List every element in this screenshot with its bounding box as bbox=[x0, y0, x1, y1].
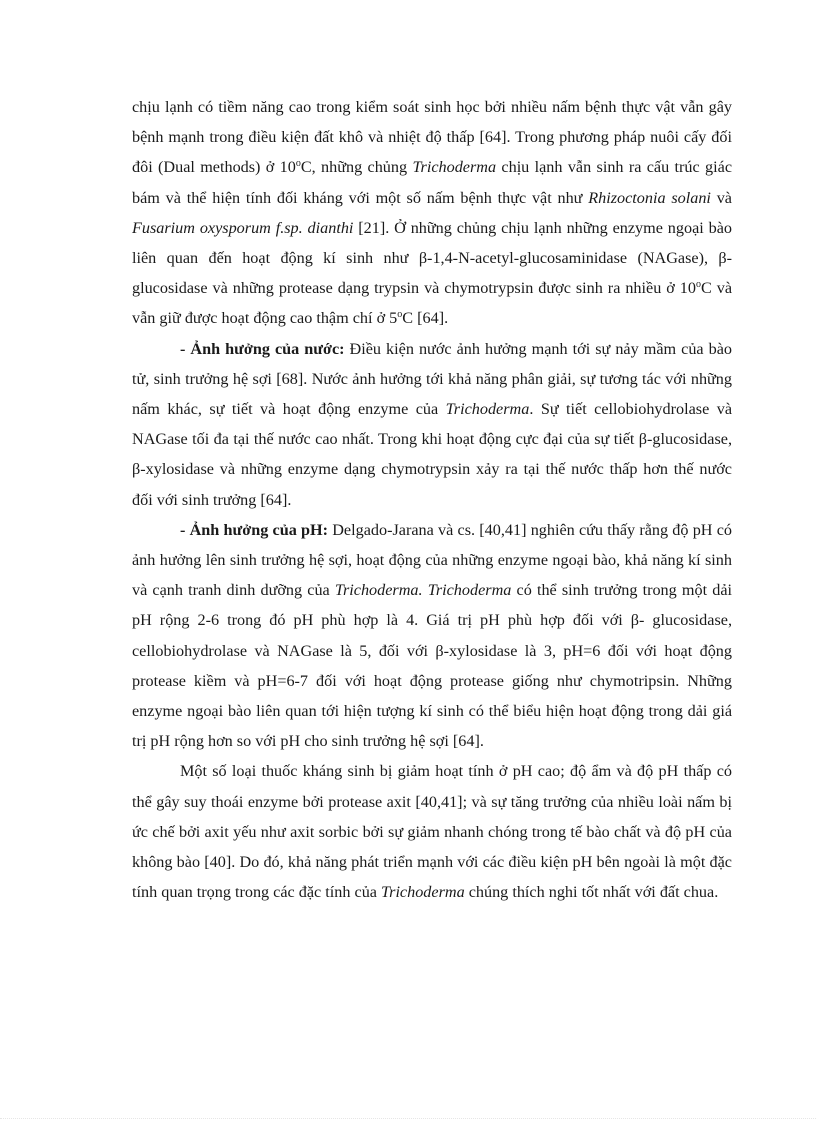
text-run: Điều kiện nước ảnh hưởng mạnh tới sự nảy mầm của bào tử, sinh trưởng hệ sợi [68]. Nước ảnh hưởng tới khả năng phân giải, sự tương tác với những nấm khác, sự tiết và hoạt động enzyme của bbox=[132, 339, 732, 419]
text-run: . Sự tiết cellobiohydrolase và NAGase tối đa tại thế nước cao nhất. Trong khi hoạt động cực đại của sự tiết β-glucosidase, β-xylosidase và những enzyme dạng chymotrypsin xảy ra tại thế nước thấp hơn thế nước đối với sinh trưởng [64]. bbox=[132, 400, 732, 509]
text-run: chịu lạnh vẫn sinh ra cấu trúc giác bám và thể hiện tính đối kháng với một số nấm bệnh thực vật như bbox=[132, 158, 732, 207]
degree-superscript: o bbox=[295, 158, 301, 170]
species-name: Trichoderma bbox=[445, 400, 530, 419]
degree-superscript: o bbox=[695, 279, 701, 291]
text-run: có thể sinh trưởng trong một dải pH rộng 2-6 trong đó pH phù hợp là 4. Giá trị pH phù hợp đối với β- glucosidase, cellobiohydrolase và NAGase là 5, đối với β-xylosidase là 3, pH=6 đối với hoạt động protease kiềm và pH=6-7 đối với hoạt động protease giống như chymotripsin. Những enzyme ngoại bào liên quan tới hiện tượng kí sinh có thể biểu hiện hoạt động trong dải giá trị pH rộng hơn so với pH cho sinh trưởng hệ sợi [64]. bbox=[132, 581, 733, 751]
text-run: [21]. Ở những chủng chịu lạnh những enzyme ngoại bào liên quan đến hoạt động kí sinh như β-1,4-N-acetyl-glucosaminidase (NAGase), β-glucosidase và những protease dạng trypsin và chymotrypsin được sinh ra nhiều ở 10 bbox=[132, 218, 732, 298]
section-heading-inline: - Ảnh hưởng của pH: bbox=[180, 520, 329, 539]
text-run: C và vẫn giữ được hoạt động cao thậm chí ở 5 bbox=[132, 279, 733, 328]
paragraph-ph-effect bbox=[132, 515, 732, 757]
page-bottom-rule bbox=[0, 1118, 816, 1119]
species-name: Rhizoctonia solani bbox=[588, 188, 711, 207]
text-run: chịu lạnh có tiềm năng cao trong kiểm soát sinh học bởi nhiều nấm bệnh thực vật vẫn gây bệnh mạnh trong điều kiện đất khô và nhiệt độ thấp [64]. Trong phương pháp nuôi cấy đối đôi (Dual methods) ở 10 bbox=[132, 98, 732, 177]
paragraph-cold-tolerance bbox=[132, 92, 732, 334]
species-name: Trichoderma. Trichoderma bbox=[334, 581, 512, 600]
species-name: Trichoderma bbox=[412, 158, 497, 177]
text-run: Delgado-Jarana và cs. [40,41] nghiên cứu thấy rằng độ pH có ảnh hưởng lên sinh trưởng hệ sợi, hoạt động của những enzyme ngoại bào, khả năng kí sinh và cạnh tranh dinh dưỡng của bbox=[132, 520, 732, 600]
paragraph-water-effect bbox=[132, 334, 732, 515]
degree-superscript: o bbox=[397, 309, 403, 321]
text-run: chúng thích nghi tốt nhất với đất chua. bbox=[464, 883, 719, 902]
text-run: và bbox=[710, 188, 732, 207]
text-run: C, những chủng bbox=[300, 158, 413, 177]
section-heading-inline: - Ảnh hưởng của nước: bbox=[180, 339, 345, 358]
document-page bbox=[132, 92, 732, 907]
paragraph-antibiotic-ph bbox=[132, 756, 732, 907]
text-run: Một số loại thuốc kháng sinh bị giảm hoạt tính ở pH cao; độ ẩm và độ pH thấp có thể gây suy thoái enzyme bởi protease axit [40,41]; và sự tăng trưởng của nhiều loài nấm bị ức chế bởi axit yếu như axit sorbic bởi sự giảm nhanh chóng trong tế bào chất và độ pH của không bào [40]. Do đó, khả năng phát triển mạnh với các điều kiện pH bên ngoài là một đặc tính quan trọng trong các đặc tính của bbox=[132, 762, 732, 902]
species-name: Fusarium oxysporum f.sp. dianthi bbox=[132, 218, 354, 237]
species-name: Trichoderma bbox=[381, 883, 465, 902]
text-run: C [64]. bbox=[402, 309, 449, 328]
